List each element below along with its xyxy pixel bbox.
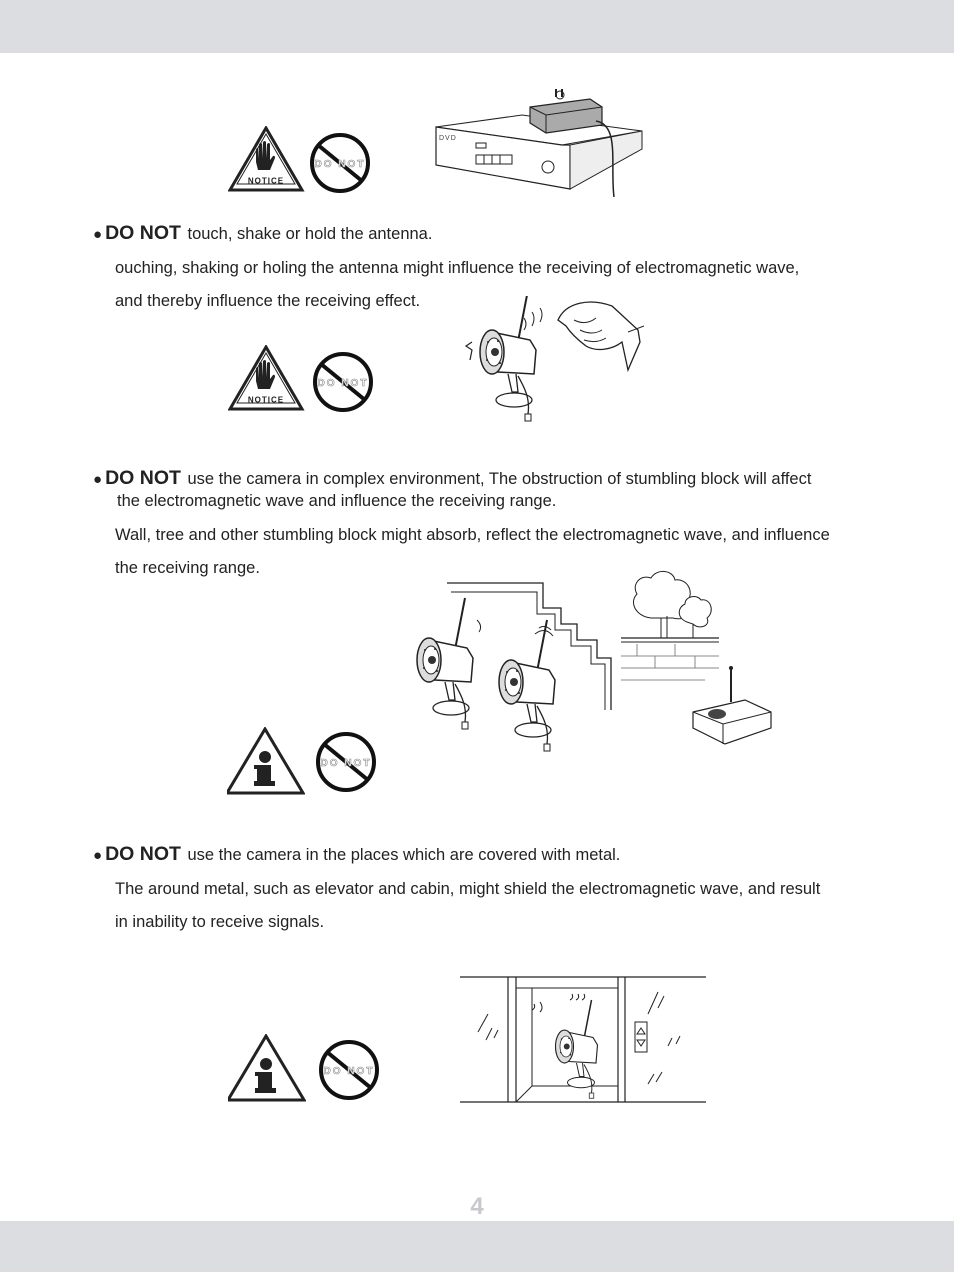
do-not-stamp-label: DO NOT: [314, 159, 366, 170]
do-not-icon: [310, 133, 372, 195]
header-band: [0, 0, 954, 53]
heading-continuation: the electromagnetic wave and influence the receiving range.: [117, 492, 557, 510]
info-notice-icon: [228, 1034, 306, 1102]
body-line: in inability to receive signals.: [115, 913, 325, 931]
section-heading: [93, 223, 432, 245]
do-not-icon: [313, 352, 375, 414]
page-number: 4: [470, 1193, 484, 1220]
dvd-label: DVD: [439, 135, 457, 142]
do-not-emphasis: DO NOT: [105, 467, 181, 489]
do-not-icon: [316, 732, 378, 794]
notice-label: NOTICE: [247, 176, 285, 186]
do-not-emphasis: DO NOT: [105, 222, 181, 244]
bullet-dot: ●: [93, 226, 103, 243]
notice-hand-icon: [228, 126, 306, 192]
footer-band: [0, 1221, 954, 1272]
body-line: and thereby influence the receiving effect.: [115, 292, 421, 310]
body-line: The around metal, such as elevator and cabin, might shield the electromagnetic wave, and result: [115, 880, 821, 898]
do-not-stamp-label: DO NOT: [320, 758, 372, 769]
heading-text: use the camera in complex environment, The obstruction of stumbling block will affect: [187, 470, 812, 488]
section-heading: [93, 844, 620, 866]
cameras-obstacles-illustration: [405, 568, 785, 763]
heading-text: touch, shake or hold the antenna.: [187, 225, 433, 243]
bullet-dot: ●: [93, 847, 103, 864]
do-not-stamp-label: DO NOT: [317, 378, 369, 389]
bullet-dot: ●: [93, 471, 103, 488]
heading-text: use the camera in the places which are covered with metal.: [187, 846, 621, 864]
info-notice-icon: [227, 727, 305, 795]
camera-in-elevator-illustration: [458, 974, 710, 1106]
body-line: Wall, tree and other stumbling block might absorb, reflect the electromagnetic wave, and influence: [115, 526, 830, 544]
do-not-emphasis: DO NOT: [105, 843, 181, 865]
body-line: the receiving range.: [115, 559, 260, 577]
dvd-player-with-receiver-illustration: [430, 85, 650, 205]
hand-touching-antenna-illustration: [462, 296, 652, 460]
do-not-icon: [319, 1040, 381, 1102]
do-not-stamp-label: DO NOT: [323, 1066, 375, 1077]
notice-hand-icon: [228, 345, 306, 411]
notice-label: NOTICE: [247, 395, 285, 405]
body-line: ouching, shaking or holing the antenna might influence the receiving of electromagnetic wave,: [115, 259, 800, 277]
section-heading: [93, 468, 811, 490]
